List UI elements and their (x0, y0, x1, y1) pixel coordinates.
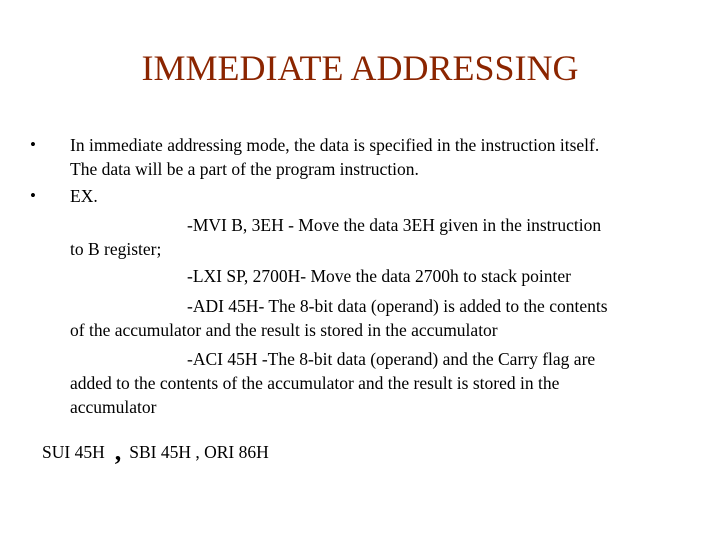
slide-title: IMMEDIATE ADDRESSING (141, 48, 579, 88)
bullet-line: The data will be a part of the program instruction. (70, 159, 419, 179)
example-continuation: accumulator (70, 397, 157, 417)
bullet-line: In immediate addressing mode, the data is specified in the instruction itself. (70, 135, 600, 155)
example-continuation: of the accumulator and the result is stored in the accumulator (70, 320, 498, 340)
example-continuation: to B register; (70, 239, 162, 259)
footer-separator: , (114, 437, 122, 466)
example-continuation: added to the contents of the accumulator and the result is stored in the (70, 373, 560, 393)
footer-part-1: SUI 45H (42, 442, 105, 462)
bullet-item (30, 133, 690, 181)
example-line: -LXI SP, 2700H- Move the data 2700h to stack pointer (187, 266, 571, 286)
example-line: -MVI B, 3EH - Move the data 3EH given in the instruction (187, 215, 602, 235)
bullet-line: EX. (70, 186, 98, 206)
bullet-text (70, 184, 700, 208)
bullet-text (70, 133, 700, 181)
bullet-item (30, 184, 690, 208)
bullet-dot-icon: • (30, 135, 36, 154)
example-line: -ACI 45H -The 8-bit data (operand) and the Carry flag are (187, 349, 596, 369)
example-line: -ADI 45H- The 8-bit data (operand) is added to the contents (187, 296, 608, 316)
bullet-dot-icon: • (30, 186, 36, 205)
footer-instructions (42, 438, 269, 464)
footer-part-2: SBI 45H , ORI 86H (129, 442, 269, 462)
